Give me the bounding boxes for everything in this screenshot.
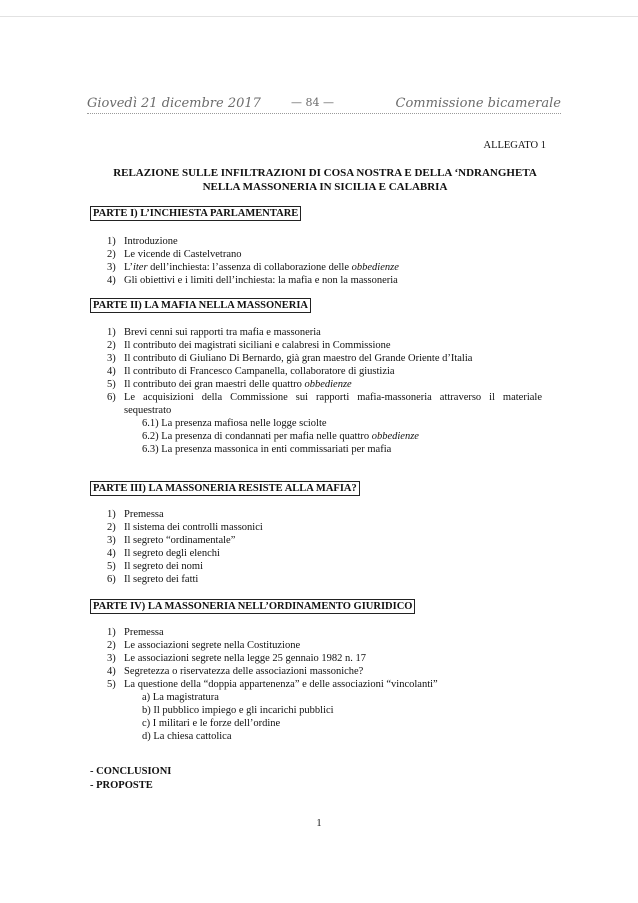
part-2-list: [90, 326, 542, 456]
list-item: 2) Le vicende di Castelvetrano: [107, 249, 242, 260]
sub-item: c) I militari e le forze dell’ordine: [142, 718, 281, 729]
proposte-label: - PROPOSTE: [90, 780, 153, 791]
list-item: 4) Il segreto degli elenchi: [107, 548, 220, 559]
title-line-2: NELLA MASSONERIA IN SICILIA E CALABRIA: [202, 181, 448, 193]
sub-item: d) La chiesa cattolica: [142, 731, 232, 742]
list-item: 4) Gli obiettivi e i limiti dell’inchiesta: la mafia e non la massoneria: [107, 275, 398, 286]
part-3-list: [90, 508, 542, 586]
list-item: 4) Il contributo di Francesco Campanella, collaboratore di giustizia: [107, 366, 395, 377]
page-header: [87, 96, 561, 114]
part-1-list: [90, 235, 542, 287]
list-item: 3) Il segreto “ordinamentale”: [107, 535, 236, 546]
part-3-heading: PARTE III) LA MASSONERIA RESISTE ALLA MAFIA?: [90, 481, 360, 496]
header-page-number: — 84 —: [291, 96, 334, 109]
list-item: 4) Segretezza o riservatezza delle associazioni massoniche?: [107, 666, 364, 677]
sub-item: a) La magistratura: [142, 692, 219, 703]
page-number: 1: [316, 818, 322, 829]
list-item: 1) Premessa: [107, 509, 164, 520]
document-title: [70, 166, 580, 194]
allegato-label: ALLEGATO 1: [483, 140, 546, 151]
header-commission: Commissione bicamerale: [395, 96, 561, 111]
list-item: 3) L’iter dell’inchiesta: l’assenza di collaborazione delle obbedienze: [107, 262, 399, 273]
list-item: 2) Il sistema dei controlli massonici: [107, 522, 263, 533]
top-divider: [0, 16, 638, 17]
sub-item: 6.3) La presenza massonica in enti commissariati per mafia: [142, 444, 392, 455]
list-item: 5) Il contributo dei gran maestri delle quattro obbedienze: [107, 379, 352, 390]
part-2-heading: PARTE II) LA MAFIA NELLA MASSONERIA: [90, 298, 311, 313]
list-item: 6) Le acquisizioni della Commissione sui rapporti mafia-massoneria attraverso il materiale sequestrato: [107, 392, 542, 416]
list-item: 2) Il contributo dei magistrati siciliani e calabresi in Commissione: [107, 340, 391, 351]
list-item: 1) Introduzione: [107, 236, 178, 247]
sub-item: 6.1) La presenza mafiosa nelle logge sciolte: [142, 418, 327, 429]
part-1-heading: PARTE I) L’INCHIESTA PARLAMENTARE: [90, 206, 301, 221]
header-rule: [87, 113, 561, 114]
list-item: 1) Brevi cenni sui rapporti tra mafia e massoneria: [107, 327, 321, 338]
list-item: 6) Il segreto dei fatti: [107, 574, 199, 585]
list-item: 2) Le associazioni segrete nella Costituzione: [107, 640, 301, 651]
list-item: 3) Le associazioni segrete nella legge 25 gennaio 1982 n. 17: [107, 653, 367, 664]
sub-item: b) Il pubblico impiego e gli incarichi pubblici: [142, 705, 334, 716]
list-item: 1) Premessa: [107, 627, 164, 638]
part-4-list: [90, 626, 542, 743]
conclusioni-label: - CONCLUSIONI: [90, 766, 172, 777]
part-4-heading: PARTE IV) LA MASSONERIA NELL’ORDINAMENTO GIURIDICO: [90, 599, 415, 614]
header-date: Giovedì 21 dicembre 2017: [87, 96, 261, 111]
list-item: 3) Il contributo di Giuliano Di Bernardo, già gran maestro del Grande Oriente d’Italia: [107, 353, 473, 364]
list-item: 5) La questione della “doppia appartenenza” e delle associazioni “vincolanti”: [107, 679, 438, 690]
title-line-1: RELAZIONE SULLE INFILTRAZIONI DI COSA NOSTRA E DELLA ‘NDRANGHETA: [113, 167, 537, 179]
list-item: 5) Il segreto dei nomi: [107, 561, 204, 572]
sub-item: 6.2) La presenza di condannati per mafia nelle quattro obbedienze: [142, 431, 419, 442]
